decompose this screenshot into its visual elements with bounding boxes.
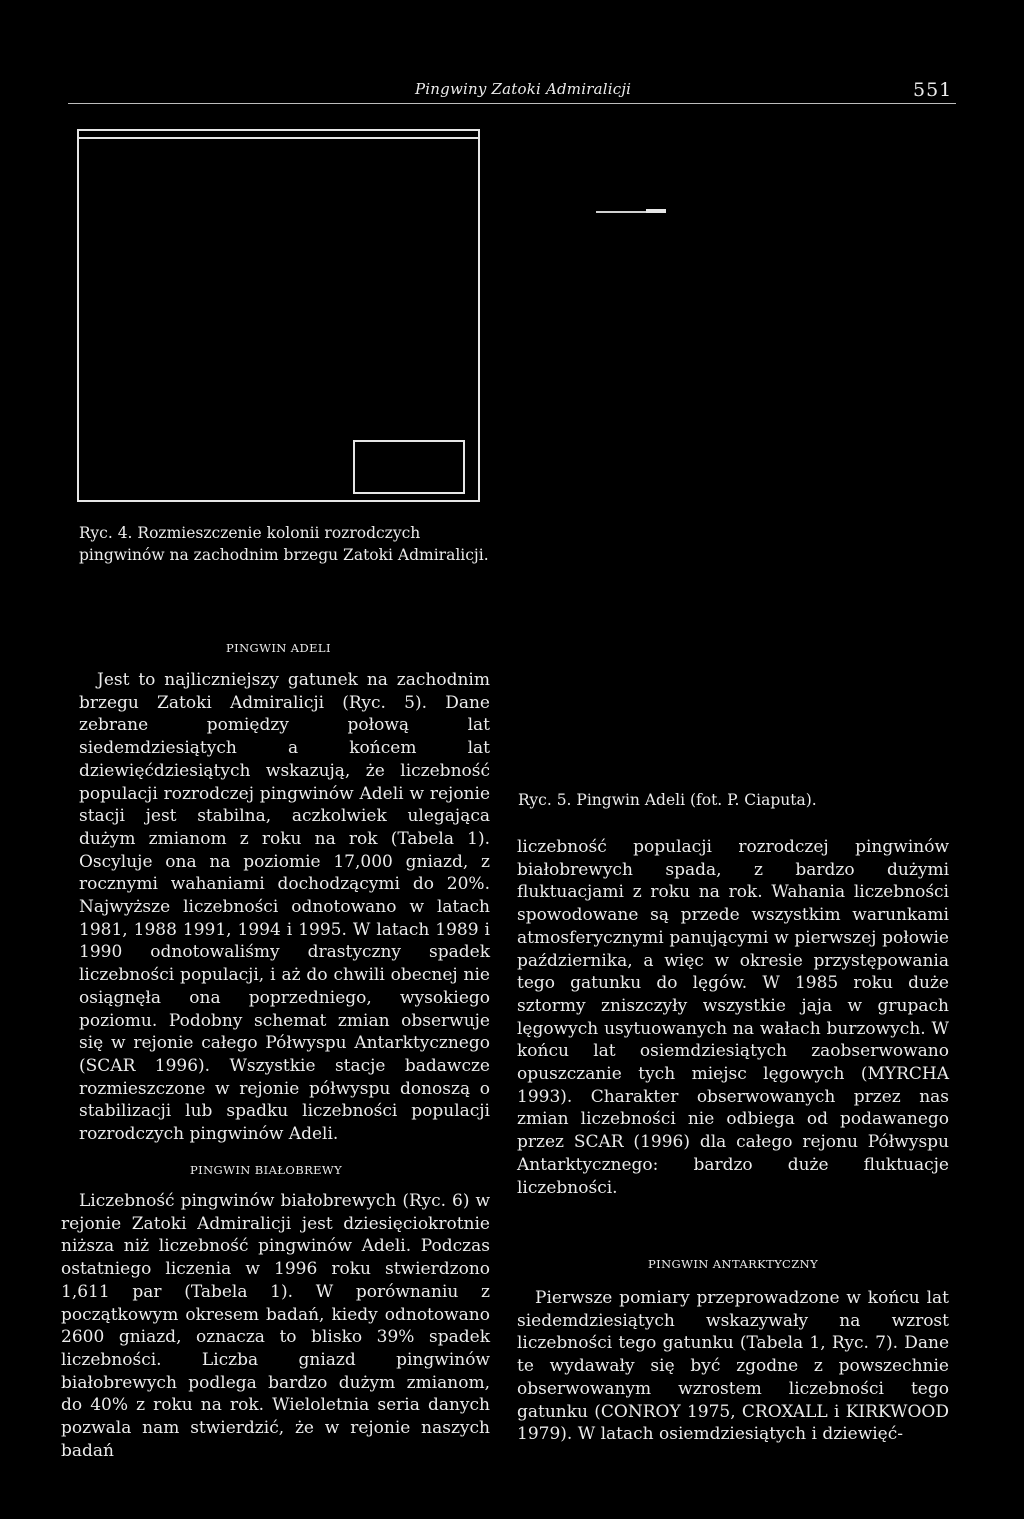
running-title: Pingwiny Zatoki Admiralicji [415,80,632,98]
map-inset-box [353,440,465,494]
map-frame-top-line [79,137,478,139]
paragraph-antarktyczny: Pierwsze pomiary przeprowadzone w końcu lat siedemdziesiątych wskazywały na wzrost liczebności tego gatunku (Tabela 1, Ryc. 7). Dane te wydawały się być zgodne z powszechnie obserwowanym wzrostem liczebności tego gatunku (CONROY 1975, CROXALL i KIRKWOOD 1979). W latach osiemdziesiątych i dziewięć- [517,1288,949,1445]
section-heading-bialobrewy: PINGWIN BIAŁOBREWY [190,1163,343,1177]
section-bialobrewy-continuation [517,836,949,1199]
header-rule [68,103,956,104]
section-bialobrewy-body [61,1190,490,1462]
paragraph-bialobrewy-continuation: liczebność populacji rozrodczej pingwinów białobrewych spada, z bardzo dużymi fluktuacjami z roku na rok. Wahania liczebności spowodowane są przede wszystkim warunkami atmosferycznymi panującymi w pierwszej połowie października, a więc w okresie przystępowania tego gatunku do lęgów. W 1985 roku duże sztormy zniszczyły wszystkie jaja w grupach lęgowych usytuowanych na wałach burzowych. W końcu lat osiemdziesiątych zaobserwowano opuszczanie tych miejsc lęgowych (MYRCHA 1993). Charakter obserwowanych przez nas zmian liczebności nie odbiega od podawanego przez SCAR (1996) dla całego rejonu Półwyspu Antarktycznego: bardzo duże fluktuacje liczebności. [517,837,949,1198]
section-heading-antarktyczny: PINGWIN ANTARKTYCZNY [648,1257,819,1271]
page-number: 551 [913,79,953,101]
paragraph-adeli: Jest to najliczniejszy gatunek na zachodnim brzegu Zatoki Admiralicji (Ryc. 5). Dane zebrane pomiędzy połową lat siedemdziesiątych a końcem lat dziewięćdziesiątych wskazują, że liczebność populacji rozrodczej pingwinów Adeli w rejonie stacji jest stabilna, aczkolwiek ulegająca dużym zmianom z roku na rok (Tabela 1). Oscyluje ona na poziomie 17,000 gniazd, z rocznymi wahaniami dochodzącymi do 20%. Najwyższe liczebności odnotowano w latach 1981, 1988 1991, 1994 i 1995. W latach 1989 i 1990 odnotowaliśmy drastyczny spadek liczebności populacji, i aż do chwili obecnej nie osiągnęła ona poprzedniego, wysokiego poziomu. Podobny schemat zmian obserwuje się w rejonie całego Półwyspu Antarktycznego (SCAR 1996). Wszystkie stacje badawcze rozmieszczone w rejonie półwyspu donoszą o stabilizacji lub spadku liczebności populacji rozrodczych pingwinów Adeli. [79,670,490,1145]
section-adeli-body [79,669,490,1146]
figure-5-photo [596,209,668,215]
figure-4-caption: Ryc. 4. Rozmieszczenie kolonii rozrodczych pingwinów na zachodnim brzegu Zatoki Admiralicji. [79,524,489,564]
section-antarktyczny-body [517,1287,949,1446]
paragraph-bialobrewy: Liczebność pingwinów białobrewych (Ryc. 6) w rejonie Zatoki Admiralicji jest dziesięciokrotnie niższa niż liczebność pingwinów Adeli. Podczas ostatniego liczenia w 1996 roku stwierdzono 1,611 par (Tabela 1). W porównaniu z początkowym okresem badań, kiedy odnotowano 2600 gniazd, oznacza to blisko 39% spadek liczebności. Liczba gniazd pingwinów białobrewych podlega bardzo dużym zmianom, do 40% z roku na rok. Wieloletnia seria danych pozwala nam stwierdzić, że w rejonie naszych badań [61,1191,490,1461]
section-heading-adeli: PINGWIN ADELI [226,641,331,655]
figure-5-caption: Ryc. 5. Pingwin Adeli (fot. P. Ciaputa). [518,791,817,809]
